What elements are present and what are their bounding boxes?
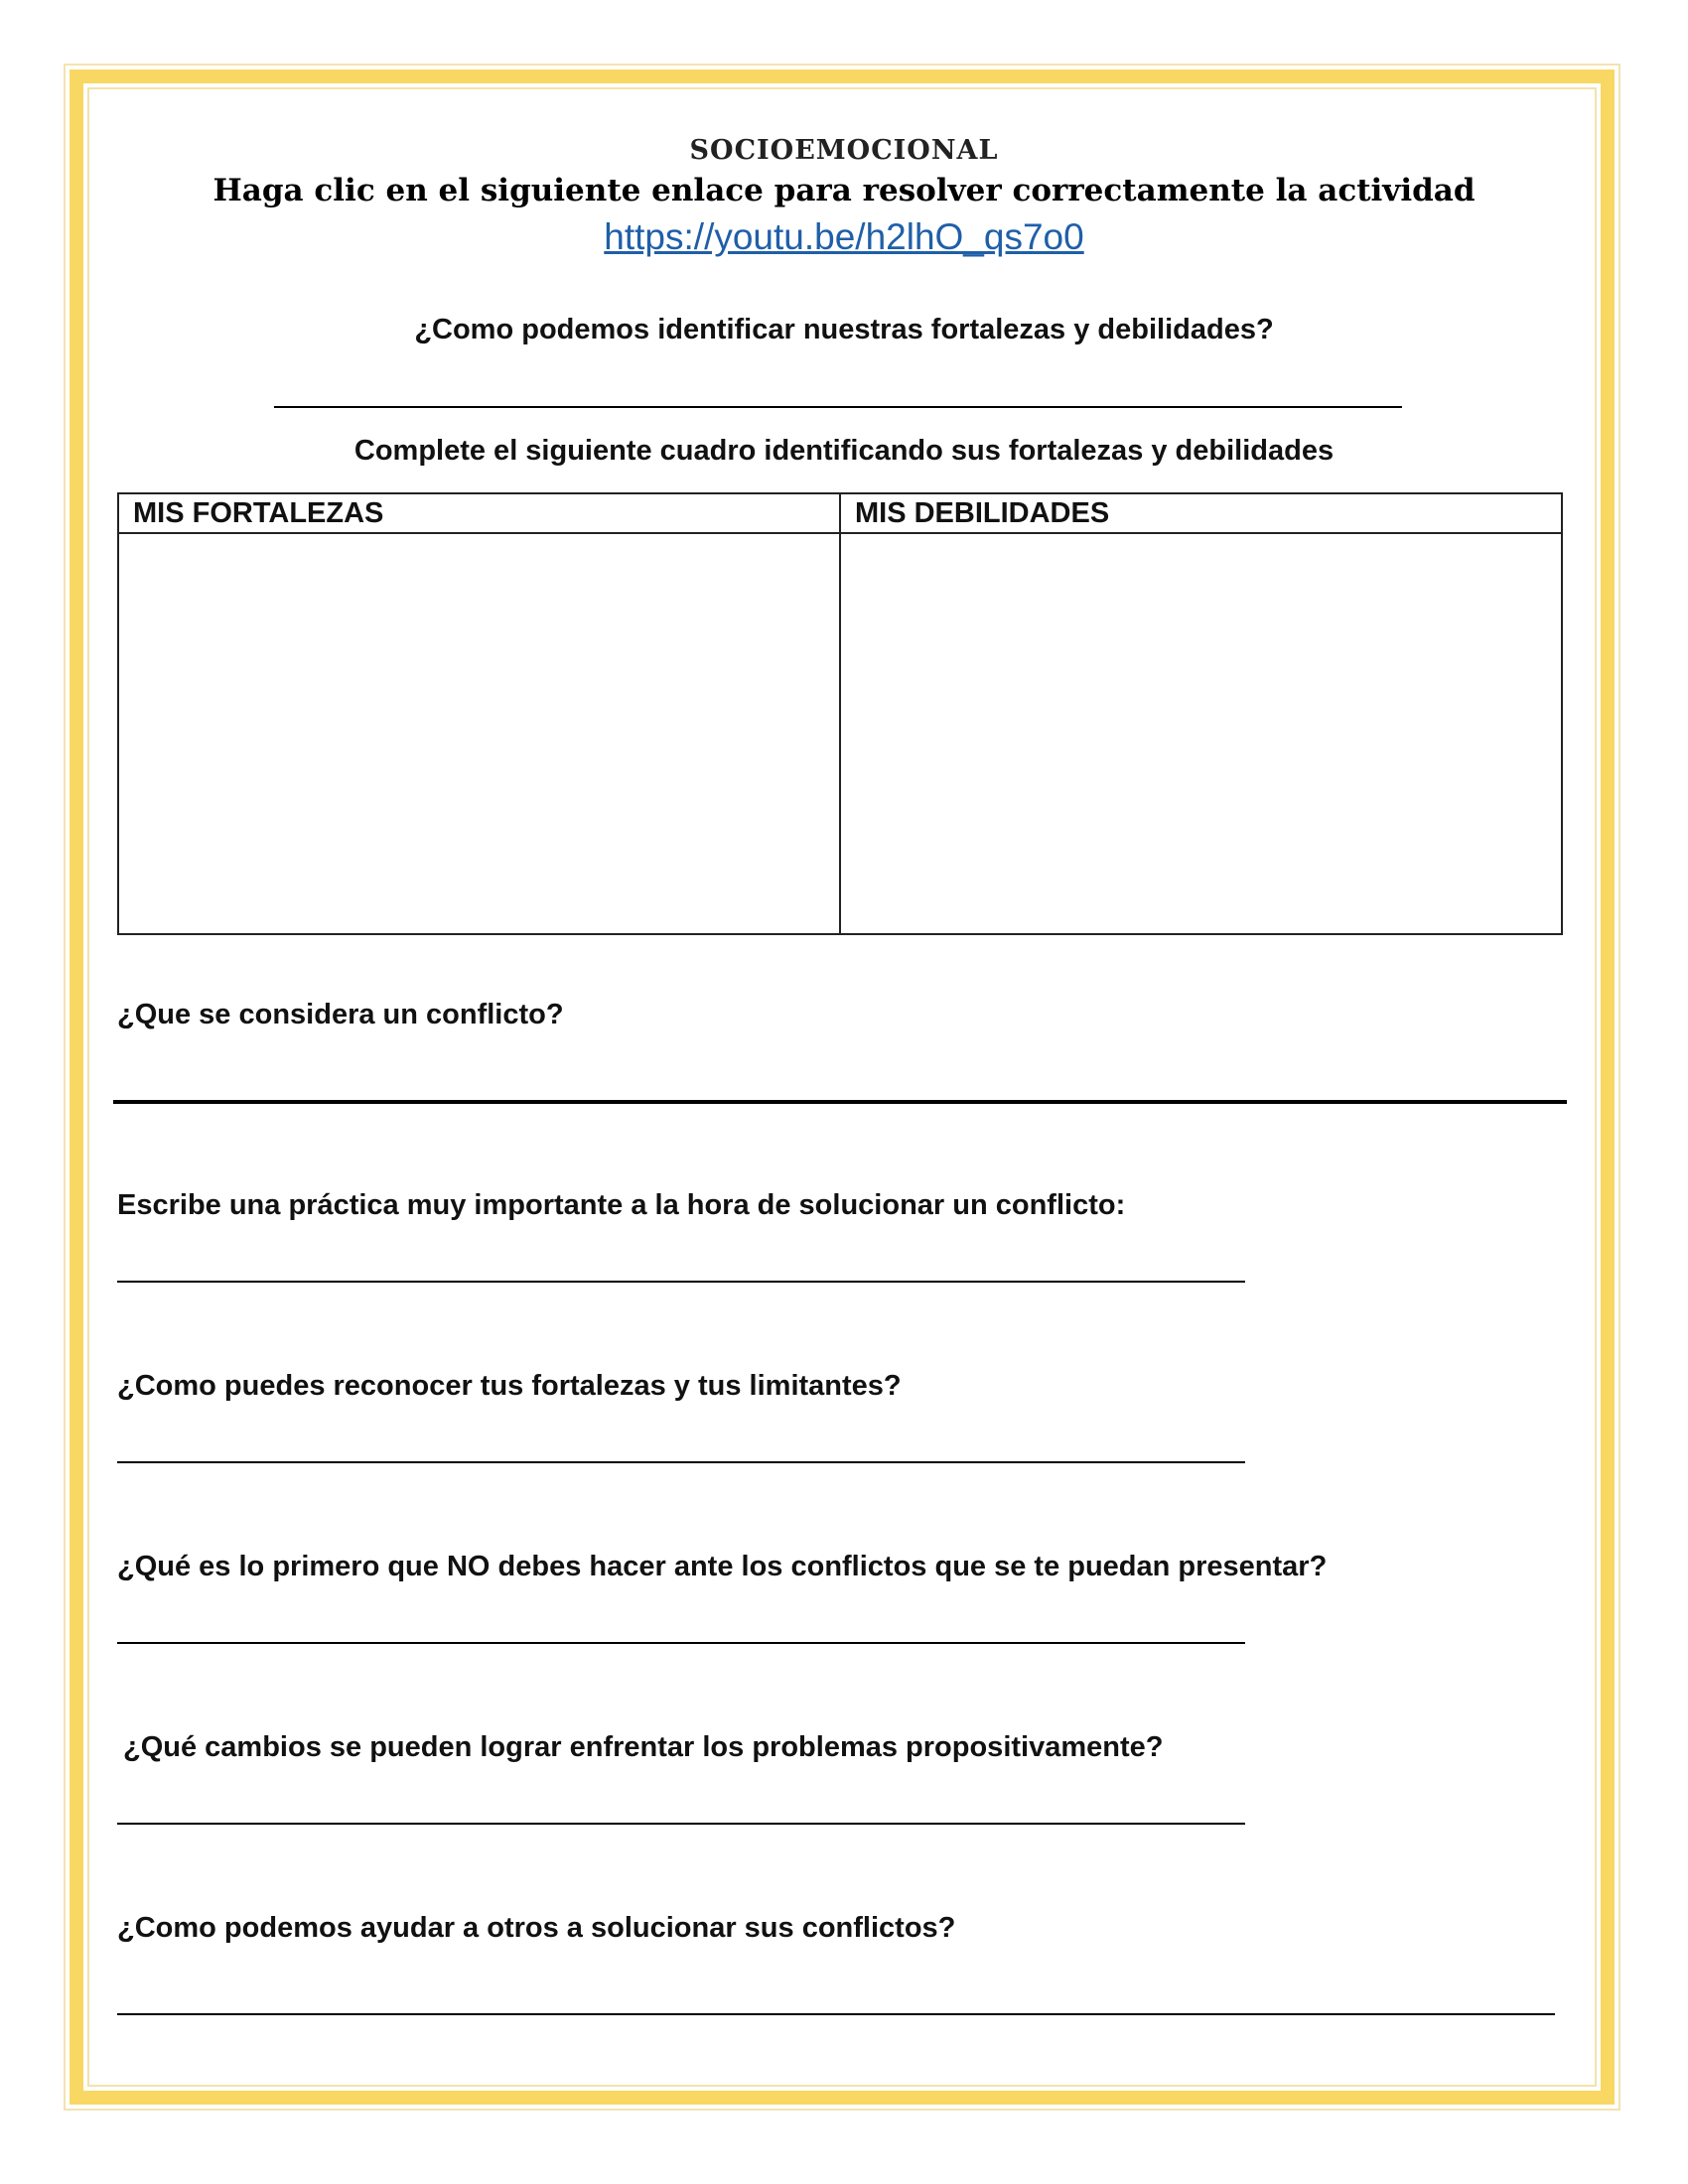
question-3: Escribe una práctica muy importante a la hora de solucionar un conflicto:: [117, 1189, 1126, 1221]
answer-line-5[interactable]: [117, 1642, 1245, 1644]
question-6: ¿Qué cambios se pueden lograr enfrentar los problemas propositivamente?: [123, 1731, 1164, 1763]
question-7: ¿Como podemos ayudar a otros a solucionar sus conflictos?: [117, 1912, 956, 1944]
question-5: ¿Qué es lo primero que NO debes hacer ante los conflictos que se te puedan presentar?: [117, 1551, 1328, 1582]
strengths-weaknesses-table: [117, 492, 1563, 935]
answer-line-1[interactable]: [274, 406, 1402, 408]
table-instruction: Complete el siguiente cuadro identificando sus fortalezas y debilidades: [353, 435, 1335, 467]
question-1: ¿Como podemos identificar nuestras fortalezas y debilidades?: [414, 314, 1274, 345]
instruction-text: Haga clic en el siguiente enlace para resolver correctamente la actividad: [212, 173, 1476, 208]
column-header-strengths: MIS FORTALEZAS: [118, 493, 840, 533]
question-2: ¿Que se considera un conflicto?: [117, 999, 564, 1030]
answer-line-4[interactable]: [117, 1461, 1245, 1463]
subject-title: SOCIOEMOCIONAL: [689, 135, 999, 166]
answer-line-6[interactable]: [117, 1823, 1245, 1825]
column-header-weaknesses: MIS DEBILIDADES: [840, 493, 1562, 533]
video-link[interactable]: https://youtu.be/h2lhO_qs7o0: [604, 216, 1084, 257]
strengths-cell[interactable]: [118, 533, 840, 934]
answer-line-3[interactable]: [117, 1281, 1245, 1283]
question-4: ¿Como puedes reconocer tus fortalezas y tus limitantes?: [117, 1370, 902, 1402]
answer-line-2[interactable]: [113, 1100, 1567, 1104]
page-border-inner: [87, 87, 1597, 2087]
weaknesses-cell[interactable]: [840, 533, 1562, 934]
answer-line-7[interactable]: [117, 2013, 1555, 2015]
